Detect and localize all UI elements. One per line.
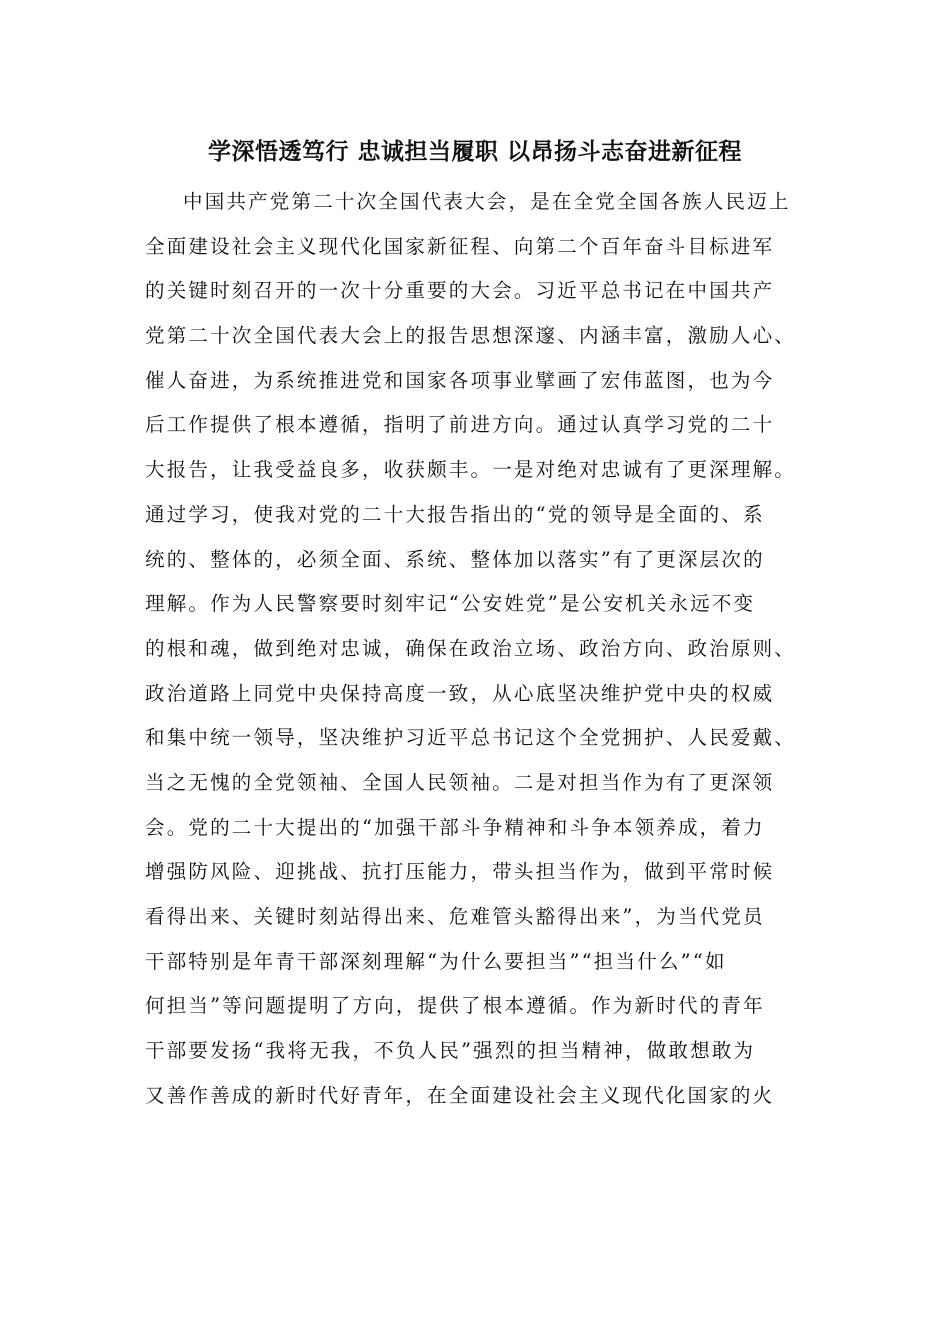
paragraph-line: 政治道路上同党中央保持高度一致，从心底坚决维护党中央的权威 — [145, 681, 775, 705]
paragraph-line: 催人奋进，为系统推进党和国家各项事业擘画了宏伟蓝图，也为今 — [145, 368, 775, 392]
document-body — [145, 180, 835, 1118]
paragraph-line: 中国共产党第二十次全国代表大会，是在全党全国各族人民迈上 — [183, 190, 791, 213]
paragraph-line: 统的、整体的，必须全面、系统、整体加以落实”有了更深层次的 — [145, 547, 765, 571]
paragraph-line: 后工作提供了根本遵循，指明了前进方向。通过认真学习党的二十 — [145, 413, 775, 437]
paragraph-line: 干部要发扬“我将无我，不负人民”强烈的担当精神，做敢想敢为 — [145, 1039, 756, 1063]
paragraph-line: 会。党的二十大提出的“加强干部斗争精神和斗争本领养成，着力 — [145, 815, 765, 839]
paragraph-line: 党第二十次全国代表大会上的报告思想深邃、内涵丰富，激励人心、 — [145, 324, 797, 348]
paragraph-line: 当之无愧的全党领袖、全国人民领袖。二是对担当作为有了更深领 — [145, 770, 775, 794]
document-title: 学深悟透笃行 忠诚担当履职 以昂扬斗志奋进新征程 — [207, 138, 742, 165]
paragraph-line: 全面建设社会主义现代化国家新征程、向第二个百年奋斗目标进军 — [145, 234, 775, 258]
paragraph-line: 的关键时刻召开的一次十分重要的大会。习近平总书记在中国共产 — [145, 279, 775, 303]
paragraph-line: 通过学习，使我对党的二十大报告指出的“党的领导是全面的、系 — [145, 502, 765, 526]
paragraph-line: 增强防风险、迎挑战、抗打压能力，带头担当作为，做到平常时候 — [145, 860, 775, 884]
paragraph-line: 的根和魂，做到绝对忠诚，确保在政治立场、政治方向、政治原则、 — [145, 636, 797, 660]
paragraph-line: 和集中统一领导，坚决维护习近平总书记这个全党拥护、人民爱戴、 — [145, 726, 797, 750]
paragraph-line: 又善作善成的新时代好青年，在全面建设社会主义现代化国家的火 — [145, 1083, 775, 1107]
paragraph-line: 看得出来、关键时刻站得出来、危难管头豁得出来”，为当代党员 — [145, 905, 765, 928]
paragraph-line: 理解。作为人民警察要时刻牢记“公安姓党”是公安机关永远不变 — [145, 592, 756, 616]
paragraph-line: 何担当”等问题提明了方向，提供了根本遵循。作为新时代的青年 — [145, 994, 765, 1018]
paragraph-line: 干部特别是年青干部深刻理解“为什么要担当”“担当什么”“如 — [145, 949, 727, 973]
paragraph-line: 大报告，让我受益良多，收获颇丰。一是对绝对忠诚有了更深理解。 — [145, 458, 797, 482]
